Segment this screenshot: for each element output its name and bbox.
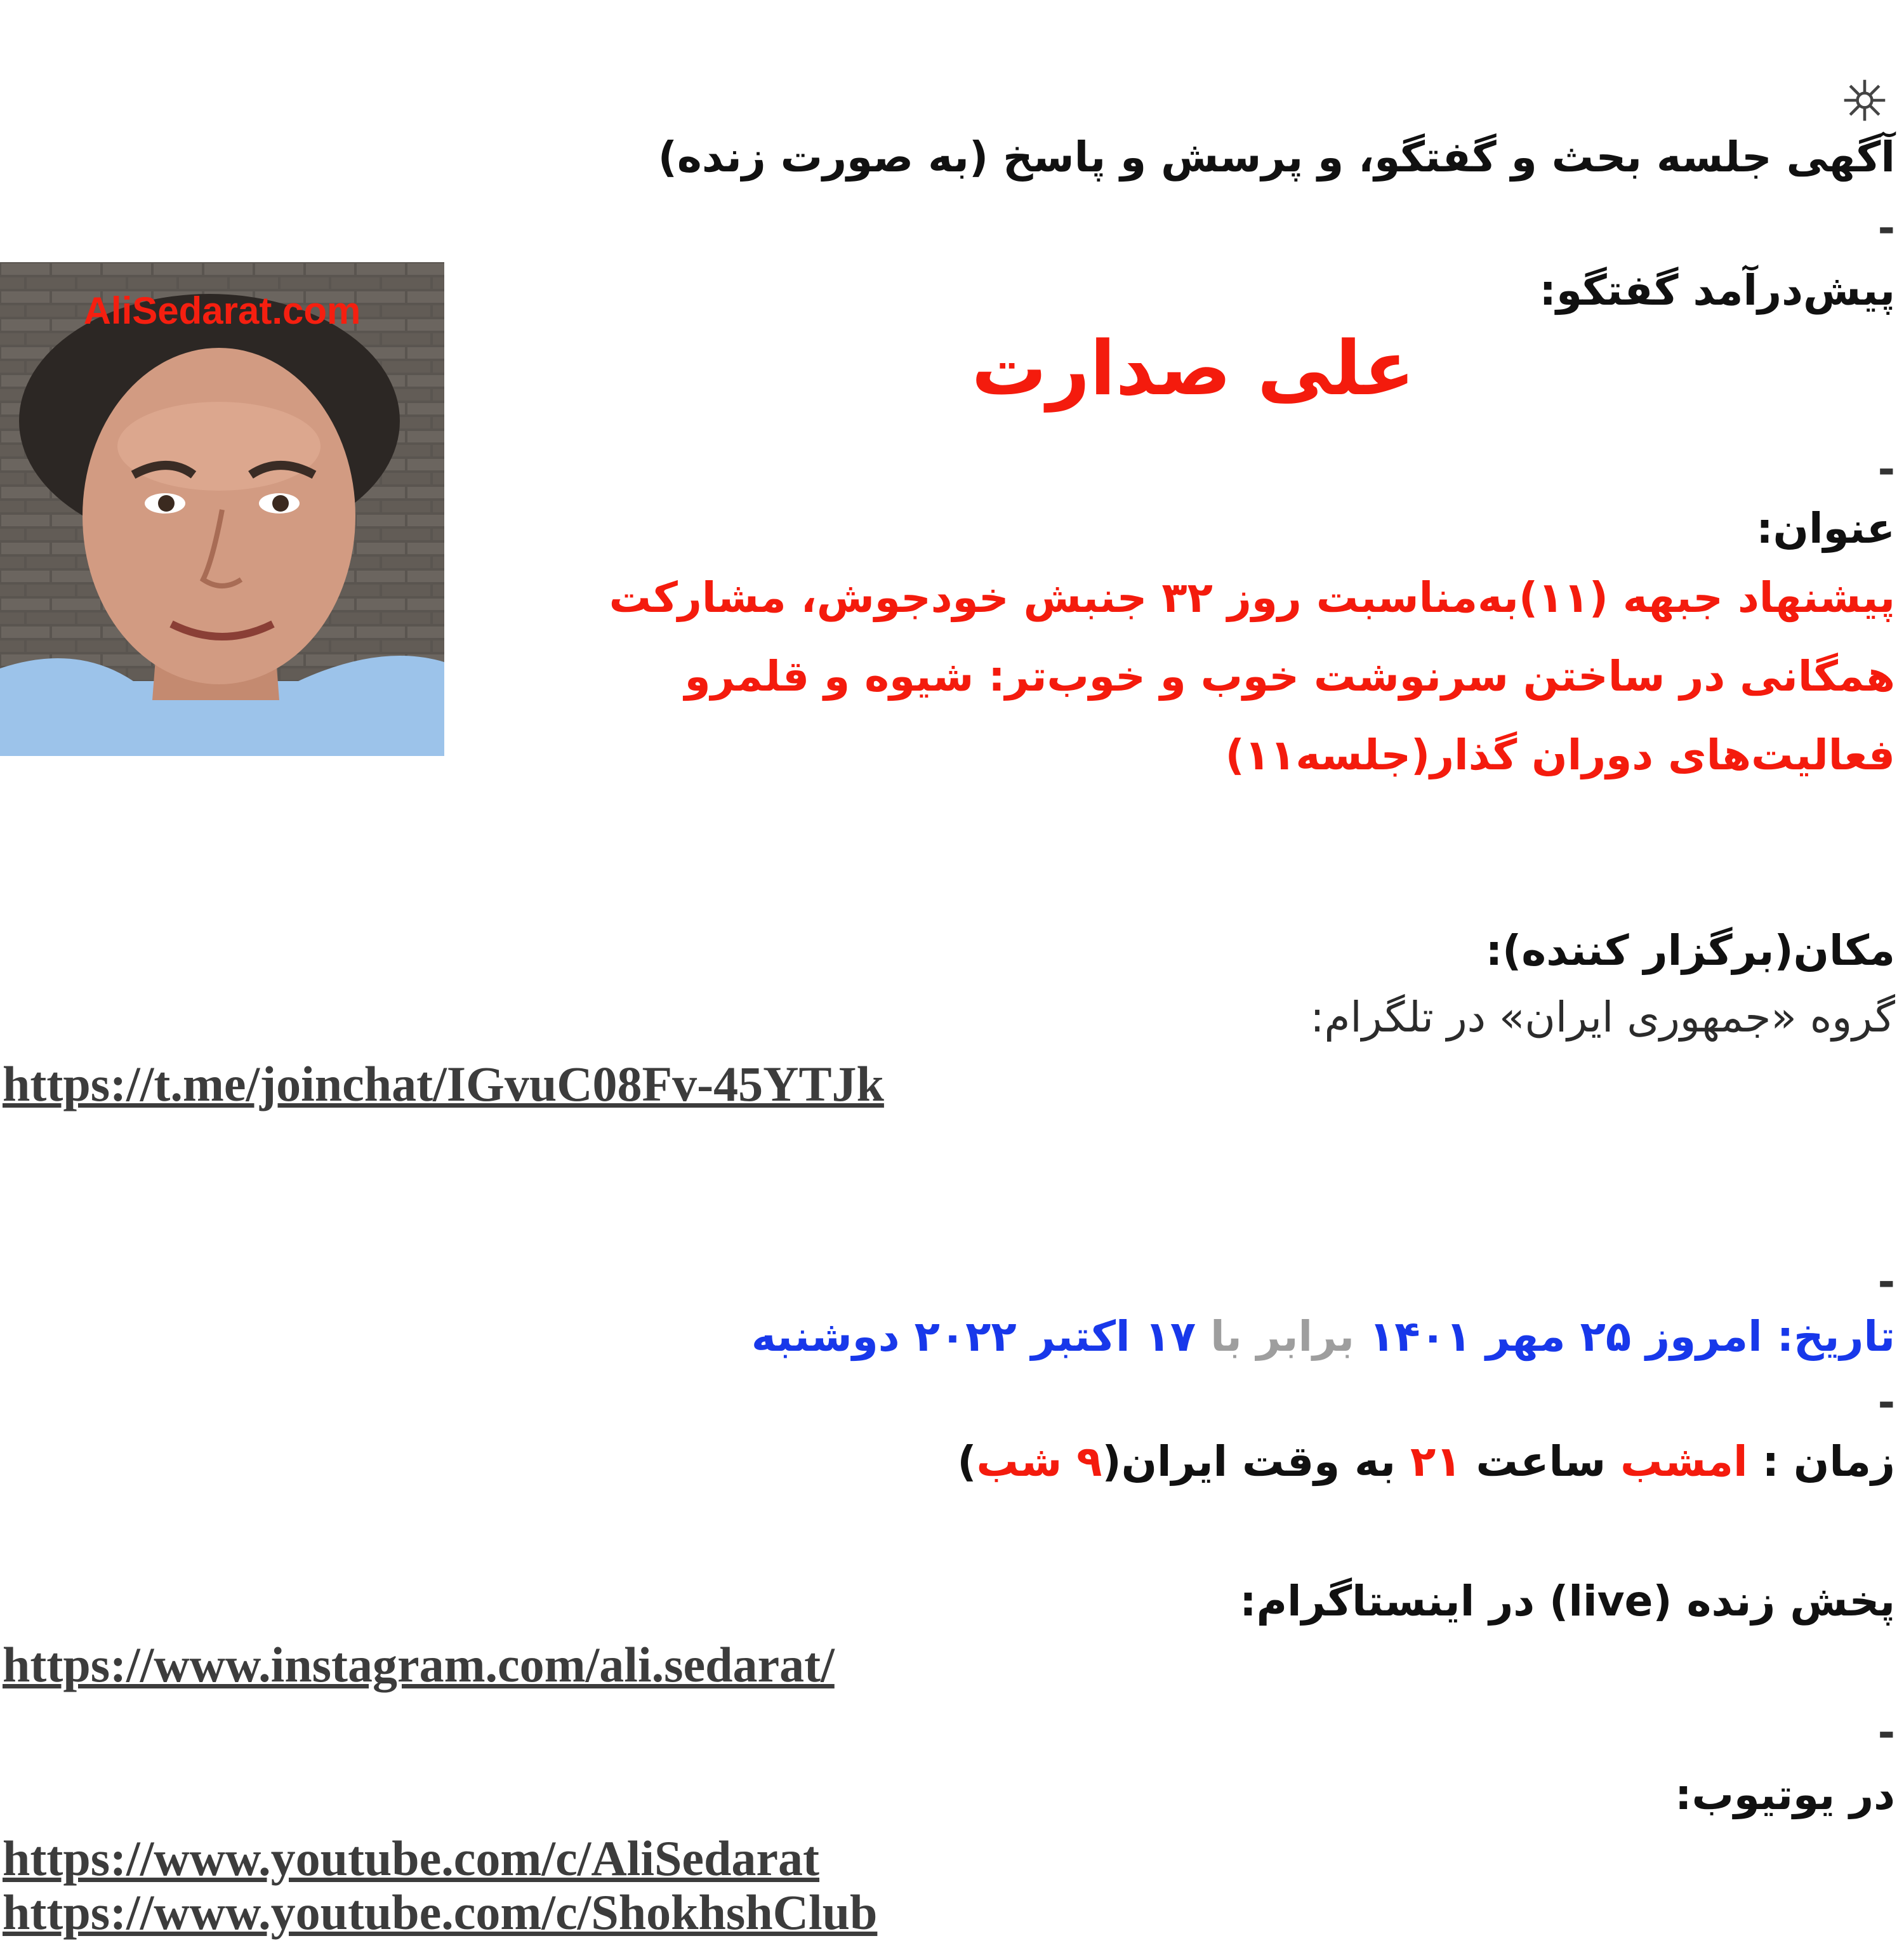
separator-dash: - bbox=[1877, 1708, 1895, 1757]
youtube-link[interactable]: https://www.youtube.com/c/AliSedarat bbox=[3, 1831, 819, 1886]
speaker-photo bbox=[0, 262, 444, 756]
date-equals: برابر با bbox=[1210, 1312, 1355, 1361]
announcement-heading: آگهی جلسه بحث و گفتگو، و پرسش و پاسخ (به صورت زنده) bbox=[658, 133, 1895, 182]
instagram-link[interactable]: https://www.instagram.com/ali.sedarat/ bbox=[3, 1637, 835, 1692]
date-gregorian: ۱۷ اکتبر ۲۰۲۲ دوشنبه bbox=[751, 1312, 1196, 1361]
time-nine-pm: ۹ شب bbox=[976, 1437, 1102, 1486]
photo-caption: AliSedarat.com bbox=[83, 289, 361, 332]
venue-label: مکان(برگزار کننده): bbox=[1485, 926, 1895, 975]
intro-label: پیش‌درآمد گفتگو: bbox=[1539, 266, 1895, 315]
time-line bbox=[957, 1431, 1895, 1492]
speaker-name: علی صدارت bbox=[971, 324, 1415, 412]
separator-dash: - bbox=[1877, 1257, 1895, 1306]
instagram-label: پخش زنده (live) در اینستاگرام: bbox=[1240, 1577, 1895, 1626]
date-line bbox=[751, 1306, 1895, 1367]
time-hour-word: ساعت bbox=[1476, 1437, 1606, 1486]
time-close: ) bbox=[957, 1437, 977, 1486]
talk-title: پیشنهاد جبهه (۱۱)به‌مناسبت روز ۳۲ جنبش خودجوش، مشارکت همگانی در ساختن سرنوشت خوب و خوب‌تر: شیوه و قلمرو فعالیت‌های دوران گذار(جلسه۱۱) bbox=[609, 573, 1895, 779]
separator-dash: - bbox=[1877, 204, 1895, 253]
separator-dash: - bbox=[1877, 1378, 1895, 1427]
title-label: عنوان: bbox=[1756, 504, 1895, 553]
time-tonight: امشب bbox=[1620, 1437, 1748, 1486]
asterisk-star-icon bbox=[1841, 76, 1889, 124]
time-label: زمان : bbox=[1762, 1437, 1895, 1486]
time-zone: به وقت ایران( bbox=[1102, 1437, 1396, 1486]
youtube-label: در یوتیوب: bbox=[1675, 1770, 1895, 1819]
group-line: گروه «جمهوری ایران» در تلگرام: bbox=[1310, 993, 1895, 1042]
telegram-link[interactable]: https://t.me/joinchat/IGvuC08Fv-45YTJk bbox=[3, 1056, 884, 1111]
partial-link[interactable]: https://www.youtube.com/c/ShokhshClub bbox=[3, 1885, 878, 1940]
time-hour: ۲۱ bbox=[1410, 1437, 1462, 1486]
date-persian: تاریخ: امروز ۲۵ مهر ۱۴۰۱ bbox=[1369, 1312, 1895, 1361]
separator-dash: - bbox=[1877, 445, 1895, 494]
